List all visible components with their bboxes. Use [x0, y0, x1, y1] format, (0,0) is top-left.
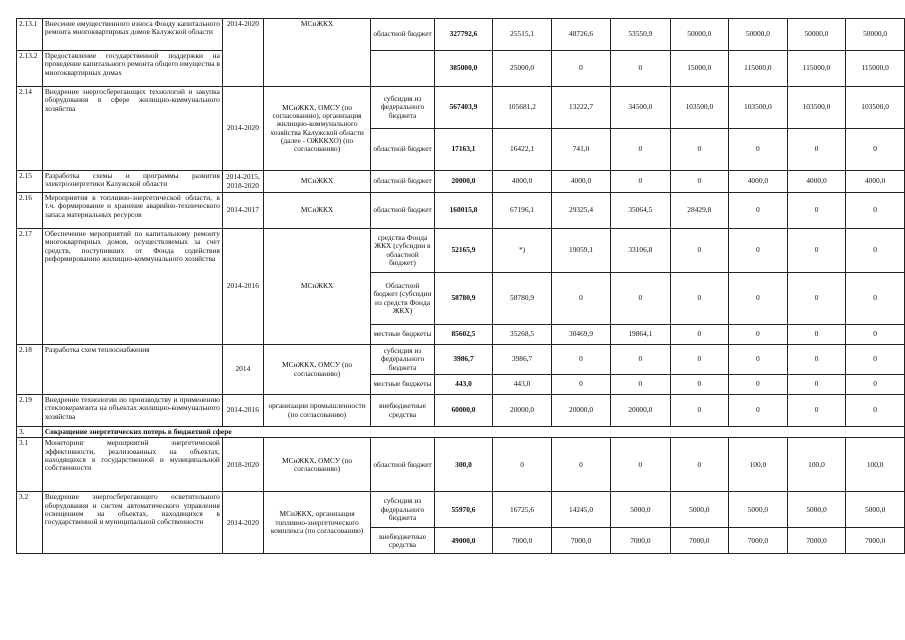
year-2020-cell: 50000,0 — [846, 19, 905, 51]
year-2015-cell: 0 — [551, 438, 610, 492]
year-2019-cell: 0 — [787, 375, 846, 395]
year-2016-cell: 0 — [611, 171, 670, 193]
total-cell: 52165,9 — [434, 229, 493, 273]
table-row — [17, 87, 905, 129]
year-2019-cell: 0 — [787, 273, 846, 325]
year-2015-cell: 0 — [551, 51, 610, 87]
source-cell: областной бюджет — [371, 19, 434, 51]
year-2018-cell: 7000,0 — [729, 528, 788, 554]
source-cell: субсидия из федерального бюджета — [371, 345, 434, 375]
year-2016-cell: 19864,1 — [611, 325, 670, 345]
source-cell: областной бюджет — [371, 171, 434, 193]
row-number: 2.18 — [17, 345, 43, 395]
year-2014-cell: 35268,5 — [493, 325, 552, 345]
year-2015-cell: 30469,9 — [551, 325, 610, 345]
year-2018-cell: 115000,0 — [729, 51, 788, 87]
measure-name: Разработка схем теплоснабжения — [42, 345, 222, 395]
year-2018-cell: 103500,0 — [729, 87, 788, 129]
year-2017-cell: 0 — [670, 345, 729, 375]
year-2019-cell: 100,0 — [787, 438, 846, 492]
year-2019-cell: 0 — [787, 129, 846, 171]
year-2015-cell: 19059,1 — [551, 229, 610, 273]
row-number: 3.1 — [17, 438, 43, 492]
year-2018-cell: 100,0 — [729, 438, 788, 492]
year-2015-cell: 48726,6 — [551, 19, 610, 51]
year-2020-cell: 5000,0 — [846, 492, 905, 528]
source-cell: средства Фонда ЖКХ (субсидии в областной бюджет) — [371, 229, 434, 273]
period-cell: 2014-2017 — [222, 193, 263, 229]
row-number: 2.14 — [17, 87, 43, 171]
year-2014-cell: 67196,1 — [493, 193, 552, 229]
year-2016-cell: 0 — [611, 438, 670, 492]
executor-cell: МСиЖКХ — [263, 171, 370, 193]
source-cell: областной бюджет — [371, 438, 434, 492]
year-2017-cell: 0 — [670, 438, 729, 492]
measure-name: Предоставление государственной поддержки на проведение капитального ремонта общего имущества в многоквартирных домах — [42, 51, 222, 87]
year-2015-cell: 13222,7 — [551, 87, 610, 129]
total-cell: 55970,6 — [434, 492, 493, 528]
measure-name: Мероприятия в топливно-энергетической области, в т.ч. формирование и хранение аварийно-технического запаса материальных ресурсов — [42, 193, 222, 229]
table-row — [17, 19, 905, 51]
period-cell: 2018-2020 — [222, 438, 263, 492]
table-row — [17, 492, 905, 528]
year-2014-cell: 4000,0 — [493, 171, 552, 193]
year-2016-cell: 0 — [611, 129, 670, 171]
period-cell: 2014 — [222, 345, 263, 395]
period-cell: 2014-2020 — [222, 87, 263, 171]
year-2017-cell: 5000,0 — [670, 492, 729, 528]
year-2015-cell: 741,0 — [551, 129, 610, 171]
year-2015-cell: 7000,0 — [551, 528, 610, 554]
year-2017-cell: 103500,0 — [670, 87, 729, 129]
year-2016-cell: 0 — [611, 51, 670, 87]
total-cell: 567403,9 — [434, 87, 493, 129]
year-2019-cell: 0 — [787, 395, 846, 427]
source-cell: областной бюджет — [371, 129, 434, 171]
total-cell: 160015,8 — [434, 193, 493, 229]
year-2014-cell: 0 — [493, 438, 552, 492]
year-2016-cell: 53550,9 — [611, 19, 670, 51]
year-2018-cell: 0 — [729, 193, 788, 229]
year-2019-cell: 0 — [787, 345, 846, 375]
source-cell: внебюджетные средства — [371, 395, 434, 427]
year-2015-cell: 4000,0 — [551, 171, 610, 193]
year-2016-cell: 7000,0 — [611, 528, 670, 554]
year-2014-cell: 25515,1 — [493, 19, 552, 51]
year-2017-cell: 0 — [670, 171, 729, 193]
year-2014-cell: 16725,6 — [493, 492, 552, 528]
year-2015-cell: 0 — [551, 375, 610, 395]
measure-name: Внедрение энергосберегающих технологий и закупка оборудования в сфере жилищно-коммунального хозяйства — [42, 87, 222, 171]
total-cell: 300,0 — [434, 438, 493, 492]
year-2016-cell: 0 — [611, 345, 670, 375]
year-2018-cell: 0 — [729, 273, 788, 325]
year-2017-cell: 0 — [670, 375, 729, 395]
year-2016-cell: 0 — [611, 273, 670, 325]
row-number: 3.2 — [17, 492, 43, 554]
total-cell: 58780,9 — [434, 273, 493, 325]
year-2018-cell: 5000,0 — [729, 492, 788, 528]
measure-name: Внедрение технологии по производству и применению стеклокерамзита на объектах жилищно-коммунального хозяйства — [42, 395, 222, 427]
row-number: 2.17 — [17, 229, 43, 345]
year-2018-cell: 0 — [729, 325, 788, 345]
table-row — [17, 51, 905, 87]
measure-name: Обеспечение мероприятий по капитальному ремонту многоквартирных домов, осуществляемых за счет средств, поступивших от Фонда содействия реформированию жилищно-коммунального хозяйства — [42, 229, 222, 345]
source-cell: Областной бюджет (субсидии из средств Фонда ЖКХ) — [371, 273, 434, 325]
total-cell: 60000,0 — [434, 395, 493, 427]
year-2019-cell: 5000,0 — [787, 492, 846, 528]
measure-name: Внесение имущественного взноса Фонду капитального ремонта многоквартирных домов Калужской области — [42, 19, 222, 51]
year-2017-cell: 0 — [670, 273, 729, 325]
year-2020-cell: 100,0 — [846, 438, 905, 492]
year-2017-cell: 50000,0 — [670, 19, 729, 51]
year-2020-cell: 0 — [846, 325, 905, 345]
year-2018-cell: 0 — [729, 395, 788, 427]
measure-name: Мониторинг мероприятий энергетической эффективности, реализованных на объектах, находящихся в государственной и муниципальной собственности — [42, 438, 222, 492]
row-number: 3. — [17, 427, 43, 438]
section-title: Сокращение энергетических потерь в бюджетной сфере — [42, 427, 904, 438]
row-number: 2.16 — [17, 193, 43, 229]
source-cell: областной бюджет — [371, 193, 434, 229]
program-table — [16, 18, 905, 554]
period-cell: 2014-2020 — [222, 492, 263, 554]
year-2017-cell: 0 — [670, 395, 729, 427]
total-cell: 85602,5 — [434, 325, 493, 345]
year-2017-cell: 0 — [670, 325, 729, 345]
row-number: 2.13.2 — [17, 51, 43, 87]
year-2014-cell: 443,0 — [493, 375, 552, 395]
executor-cell: МСиЖКХ, ОМСУ (по согласованию), организация жилищно-коммунального хозяйства Калужской области (далее - ОЖККХО) (по согласованию) — [263, 87, 370, 171]
executor-cell: МСиЖКХ — [263, 193, 370, 229]
year-2018-cell: 0 — [729, 375, 788, 395]
year-2019-cell: 0 — [787, 193, 846, 229]
year-2014-cell: 16422,1 — [493, 129, 552, 171]
row-number: 2.15 — [17, 171, 43, 193]
year-2014-cell: 3986,7 — [493, 345, 552, 375]
measure-name: Внедрение энергосберегающего осветительного оборудования и систем автоматического управления освещением на объектах, находящихся в государственной и муниципальной собственности — [42, 492, 222, 554]
year-2017-cell: 15000,0 — [670, 51, 729, 87]
table-row — [17, 171, 905, 193]
year-2017-cell: 28429,8 — [670, 193, 729, 229]
year-2020-cell: 0 — [846, 229, 905, 273]
total-cell: 20000,0 — [434, 171, 493, 193]
year-2018-cell: 50000,0 — [729, 19, 788, 51]
executor-cell: МСиЖКХ, организация топливно-энергетического комплекса (по согласованию) — [263, 492, 370, 554]
executor-cell: МСиЖКХ, ОМСУ (по согласованию) — [263, 438, 370, 492]
year-2018-cell: 4000,0 — [729, 171, 788, 193]
year-2015-cell: 20000,0 — [551, 395, 610, 427]
source-cell: местные бюджеты — [371, 375, 434, 395]
year-2016-cell: 5000,0 — [611, 492, 670, 528]
year-2015-cell: 0 — [551, 345, 610, 375]
table-row — [17, 345, 905, 375]
source-cell — [371, 51, 434, 87]
source-cell: субсидия из федерального бюджета — [371, 492, 434, 528]
year-2016-cell: 33106,8 — [611, 229, 670, 273]
executor-cell: МСиЖКХ — [263, 19, 370, 87]
year-2019-cell: 50000,0 — [787, 19, 846, 51]
total-cell: 17163,1 — [434, 129, 493, 171]
year-2019-cell: 4000,0 — [787, 171, 846, 193]
year-2016-cell: 34500,0 — [611, 87, 670, 129]
year-2020-cell: 4000,0 — [846, 171, 905, 193]
year-2018-cell: 0 — [729, 229, 788, 273]
row-number: 2.13.1 — [17, 19, 43, 51]
year-2020-cell: 0 — [846, 273, 905, 325]
source-cell: субсидия из федерального бюджета — [371, 87, 434, 129]
table-row — [17, 427, 905, 438]
year-2017-cell: 0 — [670, 129, 729, 171]
total-cell: 385000,0 — [434, 51, 493, 87]
year-2016-cell: 35064,5 — [611, 193, 670, 229]
measure-name: Разработка схемы и программы развития электроэнергетики Калужской области — [42, 171, 222, 193]
year-2017-cell: 7000,0 — [670, 528, 729, 554]
year-2015-cell: 29325,4 — [551, 193, 610, 229]
period-cell: 2014-2016 — [222, 395, 263, 427]
table-row — [17, 395, 905, 427]
row-number: 2.19 — [17, 395, 43, 427]
year-2015-cell: 0 — [551, 273, 610, 325]
total-cell: 3986,7 — [434, 345, 493, 375]
year-2019-cell: 7000,0 — [787, 528, 846, 554]
year-2016-cell: 0 — [611, 375, 670, 395]
year-2020-cell: 7000,0 — [846, 528, 905, 554]
total-cell: 327792,6 — [434, 19, 493, 51]
year-2020-cell: 115000,0 — [846, 51, 905, 87]
total-cell: 443,0 — [434, 375, 493, 395]
year-2020-cell: 0 — [846, 129, 905, 171]
year-2014-cell: 20000,0 — [493, 395, 552, 427]
year-2014-cell: 25000,0 — [493, 51, 552, 87]
year-2016-cell: 20000,0 — [611, 395, 670, 427]
year-2018-cell: 0 — [729, 345, 788, 375]
year-2019-cell: 0 — [787, 325, 846, 345]
year-2020-cell: 0 — [846, 345, 905, 375]
year-2014-cell: 105681,2 — [493, 87, 552, 129]
source-cell: местные бюджеты — [371, 325, 434, 345]
year-2018-cell: 0 — [729, 129, 788, 171]
table-row — [17, 229, 905, 273]
executor-cell: организации промышленности (по согласованию) — [263, 395, 370, 427]
period-cell: 2014-2016 — [222, 229, 263, 345]
total-cell: 49000,0 — [434, 528, 493, 554]
period-cell: 2014-2020 — [222, 19, 263, 87]
executor-cell: МСиЖКХ, ОМСУ (по согласованию) — [263, 345, 370, 395]
period-cell: 2014-2015, 2018-2020 — [222, 171, 263, 193]
year-2020-cell: 0 — [846, 375, 905, 395]
year-2019-cell: 103500,0 — [787, 87, 846, 129]
executor-cell: МСиЖКХ — [263, 229, 370, 345]
year-2020-cell: 0 — [846, 193, 905, 229]
year-2019-cell: 115000,0 — [787, 51, 846, 87]
year-2019-cell: 0 — [787, 229, 846, 273]
year-2014-cell: *) — [493, 229, 552, 273]
table-row — [17, 438, 905, 492]
year-2020-cell: 103500,0 — [846, 87, 905, 129]
year-2020-cell: 0 — [846, 395, 905, 427]
year-2014-cell: 58780,9 — [493, 273, 552, 325]
year-2015-cell: 14245,0 — [551, 492, 610, 528]
year-2014-cell: 7000,0 — [493, 528, 552, 554]
year-2017-cell: 0 — [670, 229, 729, 273]
table-row — [17, 193, 905, 229]
source-cell: внебюджетные средства — [371, 528, 434, 554]
